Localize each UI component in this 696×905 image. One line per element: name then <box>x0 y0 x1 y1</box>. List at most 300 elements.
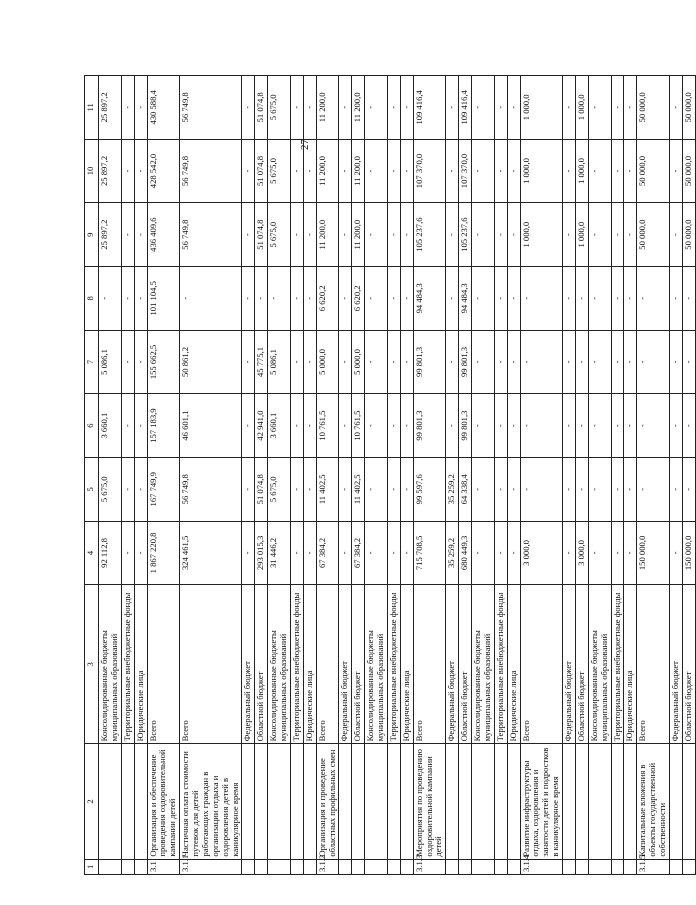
amount-cell: - <box>588 203 611 267</box>
amount-cell: - <box>494 139 507 203</box>
amount-cell: - <box>624 76 637 140</box>
amount-cell: - <box>669 521 682 585</box>
amount-cell: 5 000,0 <box>316 330 339 394</box>
measure-name-cell: Организация и проведение областных профильных смен <box>316 744 339 859</box>
rotated-table-container <box>84 75 693 875</box>
funding-source-cell: Всего <box>180 585 242 744</box>
amount-cell: 50 000,0 <box>682 203 695 267</box>
amount-cell: - <box>563 330 576 394</box>
funding-source-cell: Юридические лица <box>624 585 637 744</box>
amount-cell: 5 000,0 <box>352 330 365 394</box>
amount-cell: - <box>387 139 400 203</box>
amount-cell: - <box>290 521 303 585</box>
amount-cell: 51 074,8 <box>255 139 268 203</box>
amount-cell: 56 749,8 <box>180 139 242 203</box>
amount-cell: - <box>494 76 507 140</box>
amount-cell: - <box>365 394 388 458</box>
amount-cell: - <box>290 330 303 394</box>
table-row <box>611 76 624 875</box>
funding-source-cell: Федеральный бюджет <box>339 585 352 744</box>
amount-cell: - <box>339 521 352 585</box>
table-row <box>446 76 459 875</box>
amount-cell: - <box>303 394 316 458</box>
funding-source-cell: Всего <box>637 585 670 744</box>
amount-cell: - <box>588 266 611 330</box>
amount-cell: - <box>446 203 459 267</box>
measure-name-cell <box>339 744 352 859</box>
amount-cell: - <box>624 266 637 330</box>
amount-cell: - <box>134 521 147 585</box>
amount-cell: - <box>242 266 255 330</box>
amount-cell: - <box>134 330 147 394</box>
amount-cell: 6 620,2 <box>352 266 365 330</box>
amount-cell: 5 675,0 <box>268 76 291 140</box>
column-header: 5 <box>85 457 99 521</box>
column-header: 2 <box>85 744 99 859</box>
amount-cell: - <box>99 266 122 330</box>
table-row <box>413 76 446 875</box>
funding-source-cell: Областной бюджет <box>459 585 472 744</box>
table-row <box>99 76 122 875</box>
table-header-row <box>85 76 99 875</box>
measure-name-cell: Развитие инфраструктуры отдыха, оздоровления и занятости детей и подростков в каникулярное время <box>520 744 563 859</box>
funding-source-cell: Федеральный бюджет <box>669 585 682 744</box>
measure-name-cell <box>472 744 495 859</box>
measure-name-cell <box>611 744 624 859</box>
amount-cell: 46 601,1 <box>180 394 242 458</box>
amount-cell: - <box>588 139 611 203</box>
amount-cell: - <box>121 457 134 521</box>
amount-cell: - <box>255 266 268 330</box>
amount-cell: - <box>134 203 147 267</box>
table-row <box>180 76 242 875</box>
row-number-cell <box>290 859 303 874</box>
funding-source-cell: Территориальные внебюджетные фонды <box>290 585 303 744</box>
amount-cell: - <box>611 521 624 585</box>
amount-cell: - <box>387 394 400 458</box>
amount-cell: - <box>472 521 495 585</box>
amount-cell: - <box>494 330 507 394</box>
amount-cell: 11 402,5 <box>352 457 365 521</box>
funding-source-cell: Территориальные внебюджетные фонды <box>494 585 507 744</box>
amount-cell: - <box>387 266 400 330</box>
table-row <box>588 76 611 875</box>
amount-cell: - <box>507 203 520 267</box>
amount-cell: - <box>682 330 695 394</box>
amount-cell: - <box>134 76 147 140</box>
amount-cell: 11 200,0 <box>316 139 339 203</box>
amount-cell: - <box>134 139 147 203</box>
measure-name-cell <box>303 744 316 859</box>
amount-cell: - <box>507 330 520 394</box>
row-number-cell <box>611 859 624 874</box>
amount-cell: 45 775,1 <box>255 330 268 394</box>
amount-cell: 3 660,1 <box>99 394 122 458</box>
amount-cell: - <box>400 457 413 521</box>
funding-source-cell: Территориальные внебюджетные фонды <box>387 585 400 744</box>
amount-cell: - <box>472 457 495 521</box>
amount-cell: 25 897,2 <box>99 139 122 203</box>
amount-cell: - <box>446 394 459 458</box>
row-number-cell <box>563 859 576 874</box>
funding-source-cell: Юридические лица <box>134 585 147 744</box>
amount-cell: - <box>400 203 413 267</box>
measure-name-cell <box>507 744 520 859</box>
amount-cell: 99 801,3 <box>459 330 472 394</box>
amount-cell: - <box>520 457 563 521</box>
amount-cell: 42 941,0 <box>255 394 268 458</box>
amount-cell: - <box>637 266 670 330</box>
measure-name-cell <box>365 744 388 859</box>
amount-cell: - <box>303 139 316 203</box>
row-number-cell <box>268 859 291 874</box>
measure-name-cell: Организация и обеспечение проведения оздоровительной кампании детей <box>147 744 180 859</box>
amount-cell: 1 000,0 <box>520 139 563 203</box>
amount-cell: 51 074,8 <box>255 76 268 140</box>
measure-name-cell <box>669 744 682 859</box>
amount-cell: - <box>303 457 316 521</box>
amount-cell: - <box>400 139 413 203</box>
amount-cell: - <box>588 330 611 394</box>
amount-cell: - <box>290 139 303 203</box>
measure-name-cell <box>563 744 576 859</box>
amount-cell: 3 000,0 <box>575 521 588 585</box>
amount-cell: - <box>682 457 695 521</box>
amount-cell: - <box>400 76 413 140</box>
amount-cell: 109 416,4 <box>413 76 446 140</box>
row-number-cell: 3.1.3 <box>413 859 446 874</box>
amount-cell: - <box>588 457 611 521</box>
table-row <box>147 76 180 875</box>
measure-name-cell: Мероприятия по проведению оздоровительной кампании детей <box>413 744 446 859</box>
amount-cell: - <box>624 521 637 585</box>
amount-cell: - <box>400 266 413 330</box>
measure-name-cell <box>352 744 365 859</box>
amount-cell: - <box>507 394 520 458</box>
amount-cell: - <box>472 394 495 458</box>
amount-cell: - <box>242 457 255 521</box>
amount-cell: 92 112,8 <box>99 521 122 585</box>
amount-cell: 324 461,5 <box>180 521 242 585</box>
funding-source-cell: Консолидированные бюджеты муниципальных образований <box>268 585 291 744</box>
amount-cell: - <box>242 203 255 267</box>
amount-cell: 107 370,0 <box>459 139 472 203</box>
row-number-cell <box>365 859 388 874</box>
amount-cell: - <box>400 521 413 585</box>
table-row <box>624 76 637 875</box>
table-row <box>242 76 255 875</box>
amount-cell: - <box>520 266 563 330</box>
amount-cell: 428 542,0 <box>147 139 180 203</box>
amount-cell: - <box>134 266 147 330</box>
amount-cell: - <box>121 521 134 585</box>
amount-cell: - <box>494 521 507 585</box>
amount-cell: 293 015,3 <box>255 521 268 585</box>
amount-cell: 50 000,0 <box>637 139 670 203</box>
amount-cell: 25 897,2 <box>99 203 122 267</box>
amount-cell: - <box>611 457 624 521</box>
amount-cell: - <box>472 76 495 140</box>
amount-cell: - <box>290 203 303 267</box>
amount-cell: - <box>611 394 624 458</box>
row-number-cell <box>624 859 637 874</box>
amount-cell: 167 749,9 <box>147 457 180 521</box>
column-header: 3 <box>85 585 99 744</box>
amount-cell: 50 000,0 <box>682 76 695 140</box>
amount-cell: 1 867 220,8 <box>147 521 180 585</box>
amount-cell: - <box>507 457 520 521</box>
amount-cell: - <box>303 266 316 330</box>
amount-cell: - <box>400 394 413 458</box>
funding-source-cell: Консолидированные бюджеты муниципальных образований <box>588 585 611 744</box>
row-number-cell <box>99 859 122 874</box>
amount-cell: - <box>637 330 670 394</box>
funding-source-cell: Областной бюджет <box>575 585 588 744</box>
amount-cell: 5 675,0 <box>268 139 291 203</box>
measure-name-cell <box>400 744 413 859</box>
amount-cell: 94 484,3 <box>413 266 446 330</box>
amount-cell: - <box>290 266 303 330</box>
measure-name-cell <box>459 744 472 859</box>
amount-cell: - <box>387 457 400 521</box>
row-number-cell: 3.1.5 <box>637 859 670 874</box>
amount-cell: - <box>290 76 303 140</box>
amount-cell: 50 000,0 <box>637 76 670 140</box>
table-row <box>387 76 400 875</box>
funding-source-cell: Федеральный бюджет <box>563 585 576 744</box>
amount-cell: - <box>242 76 255 140</box>
amount-cell: 67 384,2 <box>316 521 339 585</box>
amount-cell: - <box>611 76 624 140</box>
amount-cell: 3 660,1 <box>268 394 291 458</box>
amount-cell: 5 675,0 <box>268 457 291 521</box>
amount-cell: - <box>339 76 352 140</box>
amount-cell: - <box>472 330 495 394</box>
amount-cell: 99 801,3 <box>413 330 446 394</box>
amount-cell: - <box>365 139 388 203</box>
amount-cell: 99 597,6 <box>413 457 446 521</box>
row-number-cell: 3.1.1 <box>180 859 242 874</box>
measure-name-cell <box>99 744 122 859</box>
measure-name-cell <box>624 744 637 859</box>
amount-cell: - <box>575 457 588 521</box>
amount-cell: - <box>507 521 520 585</box>
amount-cell: - <box>611 266 624 330</box>
funding-source-cell: Всего <box>413 585 446 744</box>
table-row <box>682 76 695 875</box>
amount-cell: - <box>242 330 255 394</box>
amount-cell: - <box>611 203 624 267</box>
amount-cell: 5 086,1 <box>99 330 122 394</box>
row-number-cell <box>255 859 268 874</box>
amount-cell: - <box>121 139 134 203</box>
row-number-cell <box>669 859 682 874</box>
amount-cell: 157 183,9 <box>147 394 180 458</box>
measure-name-cell <box>255 744 268 859</box>
row-number-cell <box>472 859 495 874</box>
table-row <box>472 76 495 875</box>
amount-cell: - <box>507 76 520 140</box>
amount-cell: - <box>563 521 576 585</box>
row-number-cell <box>339 859 352 874</box>
amount-cell: 35 259,2 <box>446 521 459 585</box>
amount-cell: - <box>387 203 400 267</box>
amount-cell: - <box>507 139 520 203</box>
amount-cell: - <box>624 203 637 267</box>
amount-cell: - <box>624 330 637 394</box>
amount-cell: - <box>365 330 388 394</box>
amount-cell: 150 000,0 <box>637 521 670 585</box>
amount-cell: - <box>669 266 682 330</box>
amount-cell: 67 384,2 <box>352 521 365 585</box>
amount-cell: 11 200,0 <box>316 203 339 267</box>
funding-source-cell: Юридические лица <box>507 585 520 744</box>
amount-cell: 56 749,8 <box>180 457 242 521</box>
amount-cell: - <box>365 457 388 521</box>
table-row <box>121 76 134 875</box>
amount-cell: - <box>637 394 670 458</box>
amount-cell: - <box>446 266 459 330</box>
amount-cell: - <box>575 330 588 394</box>
column-header: 6 <box>85 394 99 458</box>
amount-cell: - <box>611 330 624 394</box>
amount-cell: - <box>669 330 682 394</box>
row-number-cell <box>459 859 472 874</box>
row-number-cell: 3.1 <box>147 859 180 874</box>
amount-cell: - <box>303 203 316 267</box>
amount-cell: - <box>563 266 576 330</box>
amount-cell: 51 074,8 <box>255 457 268 521</box>
amount-cell: - <box>563 76 576 140</box>
funding-source-cell: Консолидированные бюджеты муниципальных образований <box>99 585 122 744</box>
amount-cell: - <box>339 457 352 521</box>
column-header: 8 <box>85 266 99 330</box>
funding-source-cell: Федеральный бюджет <box>242 585 255 744</box>
row-number-cell <box>352 859 365 874</box>
amount-cell: - <box>365 266 388 330</box>
amount-cell: - <box>365 76 388 140</box>
row-number-cell <box>134 859 147 874</box>
amount-cell: - <box>446 139 459 203</box>
amount-cell: 5 675,0 <box>99 457 122 521</box>
amount-cell: - <box>365 203 388 267</box>
amount-cell: 5 086,1 <box>268 330 291 394</box>
amount-cell: - <box>339 394 352 458</box>
amount-cell: 107 370,0 <box>413 139 446 203</box>
funding-source-cell: Областной бюджет <box>255 585 268 744</box>
funding-source-cell: Областной бюджет <box>682 585 695 744</box>
amount-cell: - <box>446 76 459 140</box>
amount-cell: 109 416,4 <box>459 76 472 140</box>
measure-name-cell <box>242 744 255 859</box>
amount-cell: 11 402,5 <box>316 457 339 521</box>
budget-table <box>84 75 696 875</box>
amount-cell: 101 104,5 <box>147 266 180 330</box>
amount-cell: - <box>339 203 352 267</box>
amount-cell: 11 200,0 <box>352 203 365 267</box>
amount-cell: - <box>446 330 459 394</box>
funding-source-cell: Всего <box>147 585 180 744</box>
amount-cell: - <box>121 330 134 394</box>
row-number-cell <box>575 859 588 874</box>
measure-name-cell <box>121 744 134 859</box>
amount-cell: 1 000,0 <box>575 76 588 140</box>
funding-source-cell: Федеральный бюджет <box>446 585 459 744</box>
row-number-cell <box>507 859 520 874</box>
amount-cell: - <box>588 76 611 140</box>
amount-cell: 1 000,0 <box>575 203 588 267</box>
amount-cell: - <box>339 266 352 330</box>
table-row <box>339 76 352 875</box>
measure-name-cell <box>682 744 695 859</box>
amount-cell: - <box>563 203 576 267</box>
funding-source-cell: Всего <box>520 585 563 744</box>
amount-cell: - <box>121 266 134 330</box>
amount-cell: 105 237,6 <box>413 203 446 267</box>
amount-cell: 50 000,0 <box>637 203 670 267</box>
amount-cell: - <box>563 394 576 458</box>
amount-cell: - <box>637 457 670 521</box>
amount-cell: 51 074,8 <box>255 203 268 267</box>
amount-cell: - <box>563 457 576 521</box>
amount-cell: 11 200,0 <box>352 139 365 203</box>
table-row <box>459 76 472 875</box>
amount-cell: - <box>669 139 682 203</box>
row-number-cell <box>121 859 134 874</box>
column-header: 4 <box>85 521 99 585</box>
amount-cell: - <box>624 394 637 458</box>
table-row <box>520 76 563 875</box>
amount-cell: - <box>303 76 316 140</box>
amount-cell: - <box>494 203 507 267</box>
amount-cell: 105 237,6 <box>459 203 472 267</box>
amount-cell: 56 749,8 <box>180 76 242 140</box>
row-number-cell <box>494 859 507 874</box>
amount-cell: - <box>121 203 134 267</box>
amount-cell: 10 761,5 <box>316 394 339 458</box>
amount-cell: 11 200,0 <box>316 76 339 140</box>
amount-cell: - <box>624 457 637 521</box>
amount-cell: 99 801,3 <box>413 394 446 458</box>
column-header: 1 <box>85 859 99 874</box>
measure-name-cell <box>446 744 459 859</box>
funding-source-cell: Консолидированные бюджеты муниципальных образований <box>472 585 495 744</box>
amount-cell: - <box>669 457 682 521</box>
column-header: 10 <box>85 139 99 203</box>
table-row <box>268 76 291 875</box>
amount-cell: - <box>472 266 495 330</box>
amount-cell: 6 620,2 <box>316 266 339 330</box>
table-row <box>352 76 365 875</box>
amount-cell: 94 484,3 <box>459 266 472 330</box>
amount-cell: 155 662,5 <box>147 330 180 394</box>
row-number-cell <box>303 859 316 874</box>
funding-source-cell: Территориальные внебюджетные фонды <box>611 585 624 744</box>
amount-cell: - <box>268 266 291 330</box>
funding-source-cell: Юридические лица <box>303 585 316 744</box>
amount-cell: - <box>387 76 400 140</box>
amount-cell: - <box>682 266 695 330</box>
table-row <box>494 76 507 875</box>
amount-cell: 11 200,0 <box>352 76 365 140</box>
table-body <box>99 76 696 875</box>
measure-name-cell <box>575 744 588 859</box>
amount-cell: 715 708,5 <box>413 521 446 585</box>
measure-name-cell: Капитальные вложения в объекты государственной собственности <box>637 744 670 859</box>
amount-cell: - <box>180 266 242 330</box>
column-header: 9 <box>85 203 99 267</box>
amount-cell: 430 588,4 <box>147 76 180 140</box>
